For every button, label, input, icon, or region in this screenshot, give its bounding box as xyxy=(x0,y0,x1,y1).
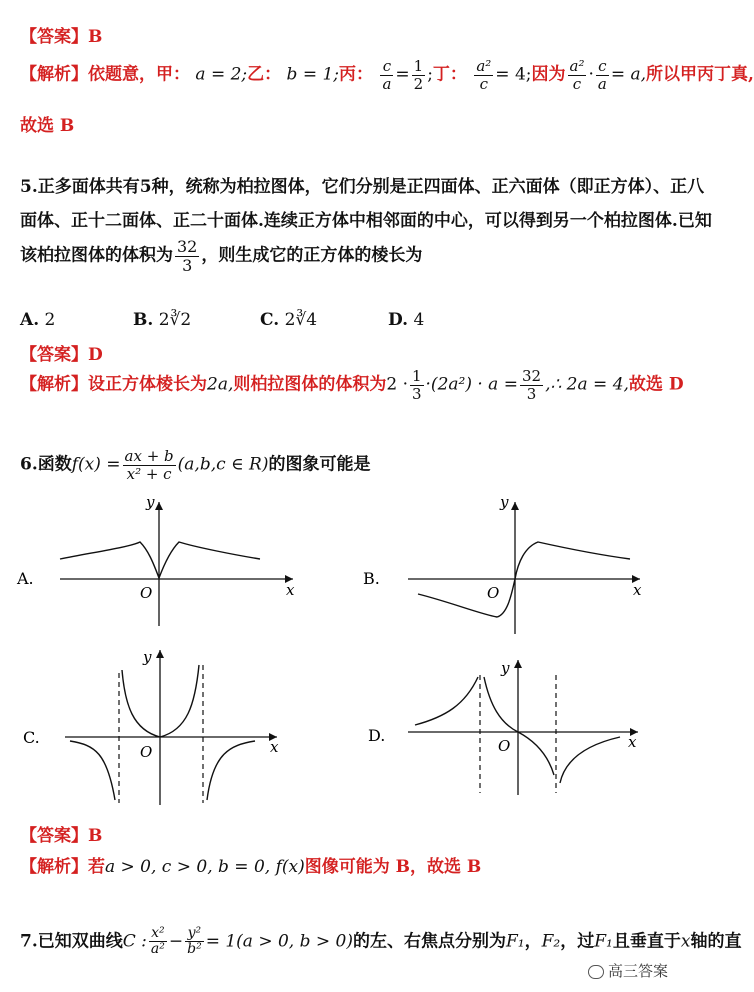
answer-label: 【答案】 xyxy=(20,27,88,47)
svg-text:x: x xyxy=(628,733,637,751)
graph-d xyxy=(360,645,660,810)
q7-frac-1: $\frac{\text{x²}}{\text{a²}}$ xyxy=(150,925,165,958)
q5-line2: 面体、正十二面体、正二十面体.连续正方体中相邻面的中心，可以得到另一个柏拉图体.已知 xyxy=(20,211,712,231)
jia-expr: a = 2; xyxy=(195,64,248,85)
svg-text:y: y xyxy=(143,648,152,666)
svg-text:y: y xyxy=(500,493,509,511)
q7-stem: 7.已知双曲线C : $\frac{\text{x²}}{\text{a²}}$ − $\frac{\text{y²}}{\text{b²}}$ = 1(a > 0, b > 0)的左、右焦点分别为F₁，F₂，过F₁且垂直于x轴的直 xyxy=(20,925,742,958)
because-frac-2: $\frac{c}{a}$ xyxy=(597,57,607,93)
q4-answer: B xyxy=(88,27,103,47)
graph-c-label: C. xyxy=(23,728,40,747)
yi-label: 乙： xyxy=(247,64,282,85)
q5-choose: 故选 D xyxy=(628,374,684,395)
q5-answer-line: 【答案】D xyxy=(20,345,103,365)
q5-number: 5. xyxy=(20,177,38,197)
ding-tail: = 4; xyxy=(495,64,532,85)
q6-answer-line: 【答案】B xyxy=(20,826,103,846)
q5-option-b: B. 2∛2 xyxy=(133,310,192,330)
bing-tail: ; xyxy=(427,64,433,85)
analysis-label: 【解析】 xyxy=(20,64,88,85)
graph-a xyxy=(15,492,315,632)
graph-d-label: D. xyxy=(368,726,386,745)
svg-text:x: x xyxy=(633,581,642,599)
graph-a-label: A. xyxy=(17,569,34,588)
svg-text:x: x xyxy=(286,581,295,599)
q5-text-3-pre: 该柏拉图体的体积为 xyxy=(20,245,173,266)
q4-analysis-line: 【解析】依题意，甲： a = 2;乙： b = 1;丙： $\frac{c}{a}$ = $\frac{1}{2}$ ;丁： $\frac{\text{a²}}{c}$ = 4;因为 $\frac{\text{a²}}{c}$ · $\frac{c}{a}$ = a,所以甲丙丁真, xyxy=(20,57,754,93)
graph-a-curve xyxy=(60,542,260,578)
q4-answer-line xyxy=(20,22,102,47)
graph-c xyxy=(15,645,315,810)
ding-frac: $\frac{\text{a²}}{c}$ xyxy=(476,57,492,93)
yi-expr: b = 1; xyxy=(286,64,340,85)
q5-volume-frac: $\frac{32}{3}$ xyxy=(177,237,198,275)
watermark: 高三答案 xyxy=(588,960,668,981)
because-tail: = a, xyxy=(610,64,647,85)
q5-analysis-frac2: $\frac{32}{3}$ xyxy=(521,367,542,403)
q5-text-1: 正多面体共有5种，统称为柏拉图体，它们分别是正四面体、正六面体（即正方体）、正八 xyxy=(37,177,705,197)
q5-text-3-post: ，则生成它的正方体的棱长为 xyxy=(201,245,423,266)
svg-text:O: O xyxy=(140,743,153,761)
wechat-icon xyxy=(588,965,604,979)
q5-option-d: D. 4 xyxy=(388,310,425,330)
q5-line1 xyxy=(20,172,704,197)
q7-number: 7. xyxy=(20,931,38,952)
bing-frac-rhs: $\frac{1}{2}$ xyxy=(413,57,424,93)
graph-b-label: B. xyxy=(363,569,380,588)
q5-analysis-var: 2a, xyxy=(207,374,234,395)
svg-text:O: O xyxy=(487,584,500,602)
svg-text:x: x xyxy=(270,738,279,756)
q5-analysis-pre: 设正方体棱长为 xyxy=(88,374,207,395)
bing-frac-lhs: $\frac{c}{a}$ xyxy=(382,57,392,93)
q6-analysis-line: 【解析】若a > 0, c > 0, b = 0, f(x)图像可能为 B，故选 B xyxy=(20,857,482,877)
q4-choose: 故选 B xyxy=(20,116,75,136)
q5-option-c: C. 2∛4 xyxy=(260,310,318,330)
q6-number: 6. xyxy=(20,454,38,475)
q6-answer: B xyxy=(88,826,103,846)
because-frac-1: $\frac{\text{a²}}{c}$ xyxy=(569,57,585,93)
svg-text:y: y xyxy=(146,493,155,511)
q5-analysis-mid: 则柏拉图体的体积为 xyxy=(233,374,387,395)
svg-text:O: O xyxy=(498,737,511,755)
graph-b xyxy=(360,492,660,642)
q5-answer: D xyxy=(88,345,103,365)
ding-label: 丁： xyxy=(432,64,467,85)
q5-option-a: A. 2 xyxy=(20,310,56,330)
q4-conclusion: 所以甲丙丁真, xyxy=(646,64,754,85)
q5-analysis-line: 【解析】设正方体棱长为2a,则柏拉图体的体积为2 · $\frac{1}{3}$ ·(2a²) · a = $\frac{32}{3}$ ,∴ 2a = 4,故选 D xyxy=(20,367,684,403)
bing-label: 丙： xyxy=(339,64,374,85)
q7-frac-2: $\frac{\text{y²}}{\text{b²}}$ xyxy=(187,925,202,958)
q6-func-frac: $\frac{ax + b}{\text{x² + c}}$ xyxy=(124,447,174,483)
q5-line3 xyxy=(20,238,422,274)
because: 因为 xyxy=(531,64,566,85)
q4-analysis-intro: 依题意，甲： xyxy=(88,64,190,85)
bing-eq: = xyxy=(395,64,410,85)
q5-analysis-frac1: $\frac{1}{3}$ xyxy=(411,367,422,403)
svg-text:y: y xyxy=(501,659,510,677)
q6-stem: 6.函数f(x) = $\frac{ax + b}{\text{x² + c}}$ (a,b,c ∈ R)的图象可能是 xyxy=(20,447,371,483)
svg-text:O: O xyxy=(140,584,153,602)
